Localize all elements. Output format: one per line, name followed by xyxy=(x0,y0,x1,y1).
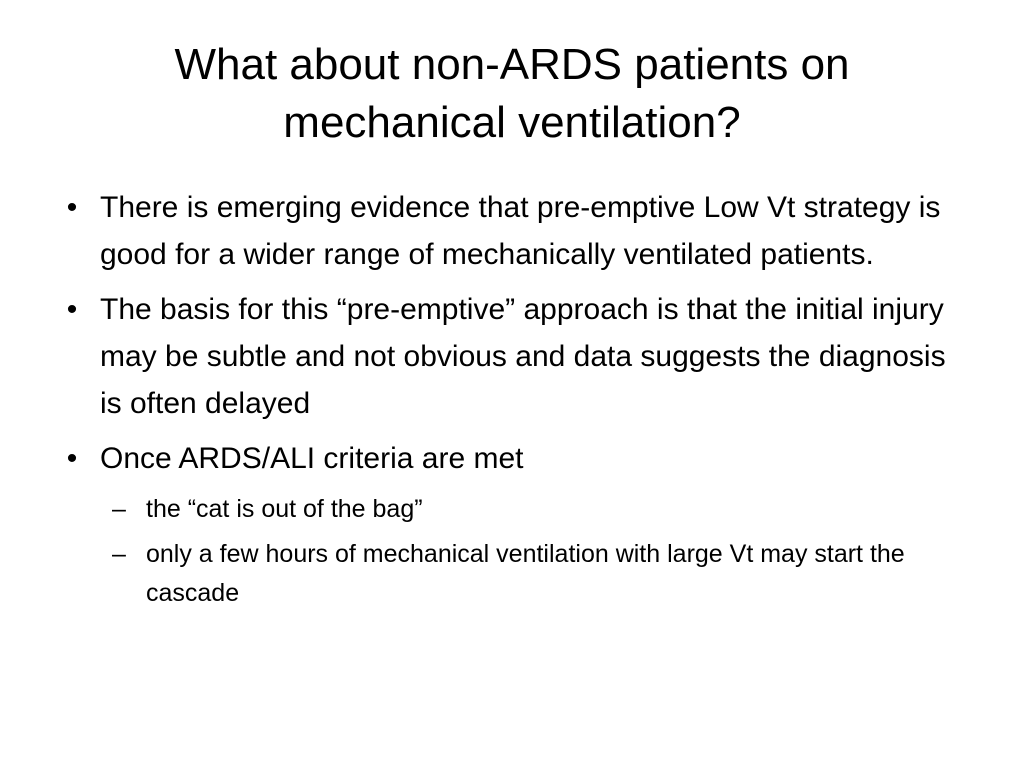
bullet-item-2 xyxy=(60,286,970,427)
bullet-marker: • xyxy=(66,293,78,326)
bullet-item-1 xyxy=(60,184,970,278)
bullet-text: The basis for this “pre-emptive” approach is that the initial injury may be subtle and not obvious and data suggests the diagnosis is often delayed xyxy=(100,293,946,420)
sub-bullet-marker: – xyxy=(112,495,126,523)
bullet-text: Once ARDS/ALI criteria are met xyxy=(100,442,524,475)
bullet-text: There is emerging evidence that pre-emptive Low Vt strategy is good for a wider range of mechanically ventilated patients. xyxy=(100,191,941,271)
slide-body xyxy=(60,184,970,619)
slide-title xyxy=(60,36,964,152)
sub-bullet-marker: – xyxy=(112,540,126,568)
bullet-item-3 xyxy=(60,435,970,482)
sub-bullet-item-2 xyxy=(60,535,970,613)
bullet-marker: • xyxy=(66,442,78,475)
sub-bullet-item-1 xyxy=(60,490,970,529)
title-line-1: What about non-ARDS patients on xyxy=(174,40,850,89)
bullet-marker: • xyxy=(66,191,78,224)
sub-bullet-text: the “cat is out of the bag” xyxy=(146,495,423,523)
sub-bullet-text: only a few hours of mechanical ventilation with large Vt may start the cascade xyxy=(146,540,905,607)
title-line-2: mechanical ventilation? xyxy=(283,98,741,147)
